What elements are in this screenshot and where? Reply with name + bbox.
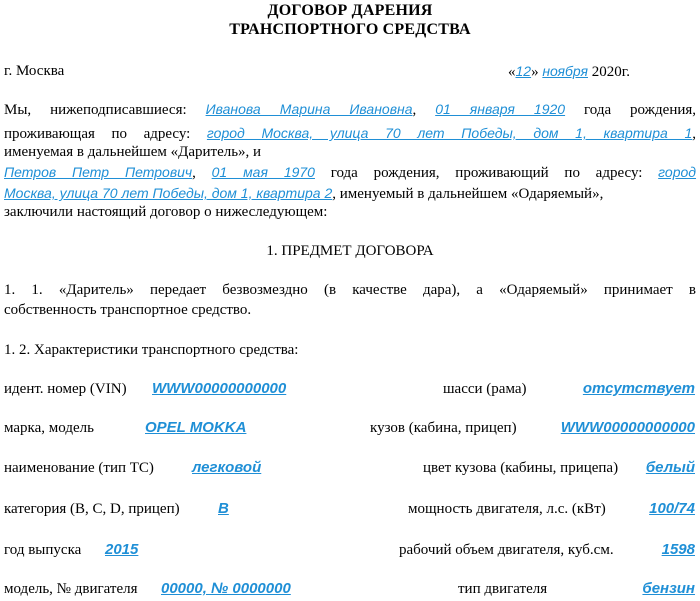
donor-address: город Москва, улица 70 лет Победы, дом 1, квартира 1 <box>206 125 693 141</box>
body-value: WWW00000000000 <box>560 419 695 436</box>
preamble-text: проживающая по адресу: <box>4 126 191 142</box>
chassis-value: отсутствует <box>582 380 695 397</box>
clause-1-2: 1. 2. Характеристики транспортного средства: <box>4 342 299 358</box>
comma: , <box>192 165 196 181</box>
preamble-line2 <box>4 124 696 143</box>
type-value: легковой <box>192 459 262 476</box>
volume-label: рабочий объем двигателя, куб.см. <box>399 542 614 558</box>
year-value: 2015 <box>105 541 139 558</box>
comma: , <box>692 126 697 142</box>
date-month: ноября <box>542 63 588 79</box>
make-value: OPEL MOKKA <box>145 419 247 436</box>
volume-value: 1598 <box>661 541 695 558</box>
preamble-line1 <box>4 100 696 119</box>
engine-type-label: тип двигателя <box>458 581 548 597</box>
chassis-label: шасси (рама) <box>443 381 527 397</box>
preamble-line4 <box>4 163 696 182</box>
date-day: 12 <box>515 63 532 79</box>
preamble-text: Мы, нижеподписавшиеся: <box>4 102 187 118</box>
color-value: белый <box>645 459 695 476</box>
preamble-text: года рождения, <box>584 102 697 118</box>
body-label: кузов (кабина, прицеп) <box>370 420 517 436</box>
power-label: мощность двигателя, л.с. (кВт) <box>408 501 606 517</box>
category-value: В <box>218 500 229 517</box>
engine-label: модель, № двигателя <box>4 581 138 597</box>
type-label: наименование (тип ТС) <box>4 460 154 476</box>
comma: , <box>412 102 417 118</box>
contract-date <box>508 62 630 81</box>
preamble-text: года рождения, проживающий по адресу: <box>330 165 643 181</box>
date-year: 2020г. <box>591 64 630 80</box>
document-title-line1: ДОГОВОР ДАРЕНИЯ <box>267 2 433 19</box>
preamble-text: , именуемый в дальнейшем «Одаряемый», <box>332 186 604 202</box>
clause-1-1-line2: собственность транспортное средство. <box>4 302 252 318</box>
power-value: 100/74 <box>649 500 695 517</box>
preamble-line6: заключили настоящий договор о нижеследующем: <box>4 204 328 220</box>
engine-type-value: бензин <box>642 580 695 597</box>
date-quote-open: « <box>508 64 516 80</box>
donor-name: Иванова Марина Ивановна <box>205 101 413 117</box>
recipient-name: Петров Петр Петрович <box>4 164 193 180</box>
vin-value: WWW00000000000 <box>152 380 287 397</box>
section-title: 1. ПРЕДМЕТ ДОГОВОРА <box>266 243 434 259</box>
city: г. Москва <box>4 63 65 79</box>
preamble-line3: именуемая в дальнейшем «Даритель», и <box>4 144 262 160</box>
color-label: цвет кузова (кабины, прицепа) <box>423 460 619 476</box>
donor-birthdate: 01 января 1920 <box>435 101 566 117</box>
vin-label: идент. номер (VIN) <box>4 381 127 397</box>
engine-value: 00000, № 0000000 <box>161 580 291 597</box>
preamble-line5 <box>4 184 603 203</box>
clause-1-1-line1: 1. 1. «Даритель» передает безвозмездно (в качестве дара), а «Одаряемый» принимает в <box>4 282 696 298</box>
recipient-address-rest: Москва, улица 70 лет Победы, дом 1, квартира 2 <box>4 185 333 201</box>
recipient-birthdate: 01 мая 1970 <box>211 164 315 180</box>
document-title-line2: ТРАНСПОРТНОГО СРЕДСТВА <box>229 21 471 38</box>
recipient-address-start: город <box>658 164 697 180</box>
make-label: марка, модель <box>4 420 94 436</box>
date-quote-close: » <box>531 64 539 80</box>
category-label: категория (В, С, D, прицеп) <box>4 501 180 517</box>
year-label: год выпуска <box>4 542 82 558</box>
